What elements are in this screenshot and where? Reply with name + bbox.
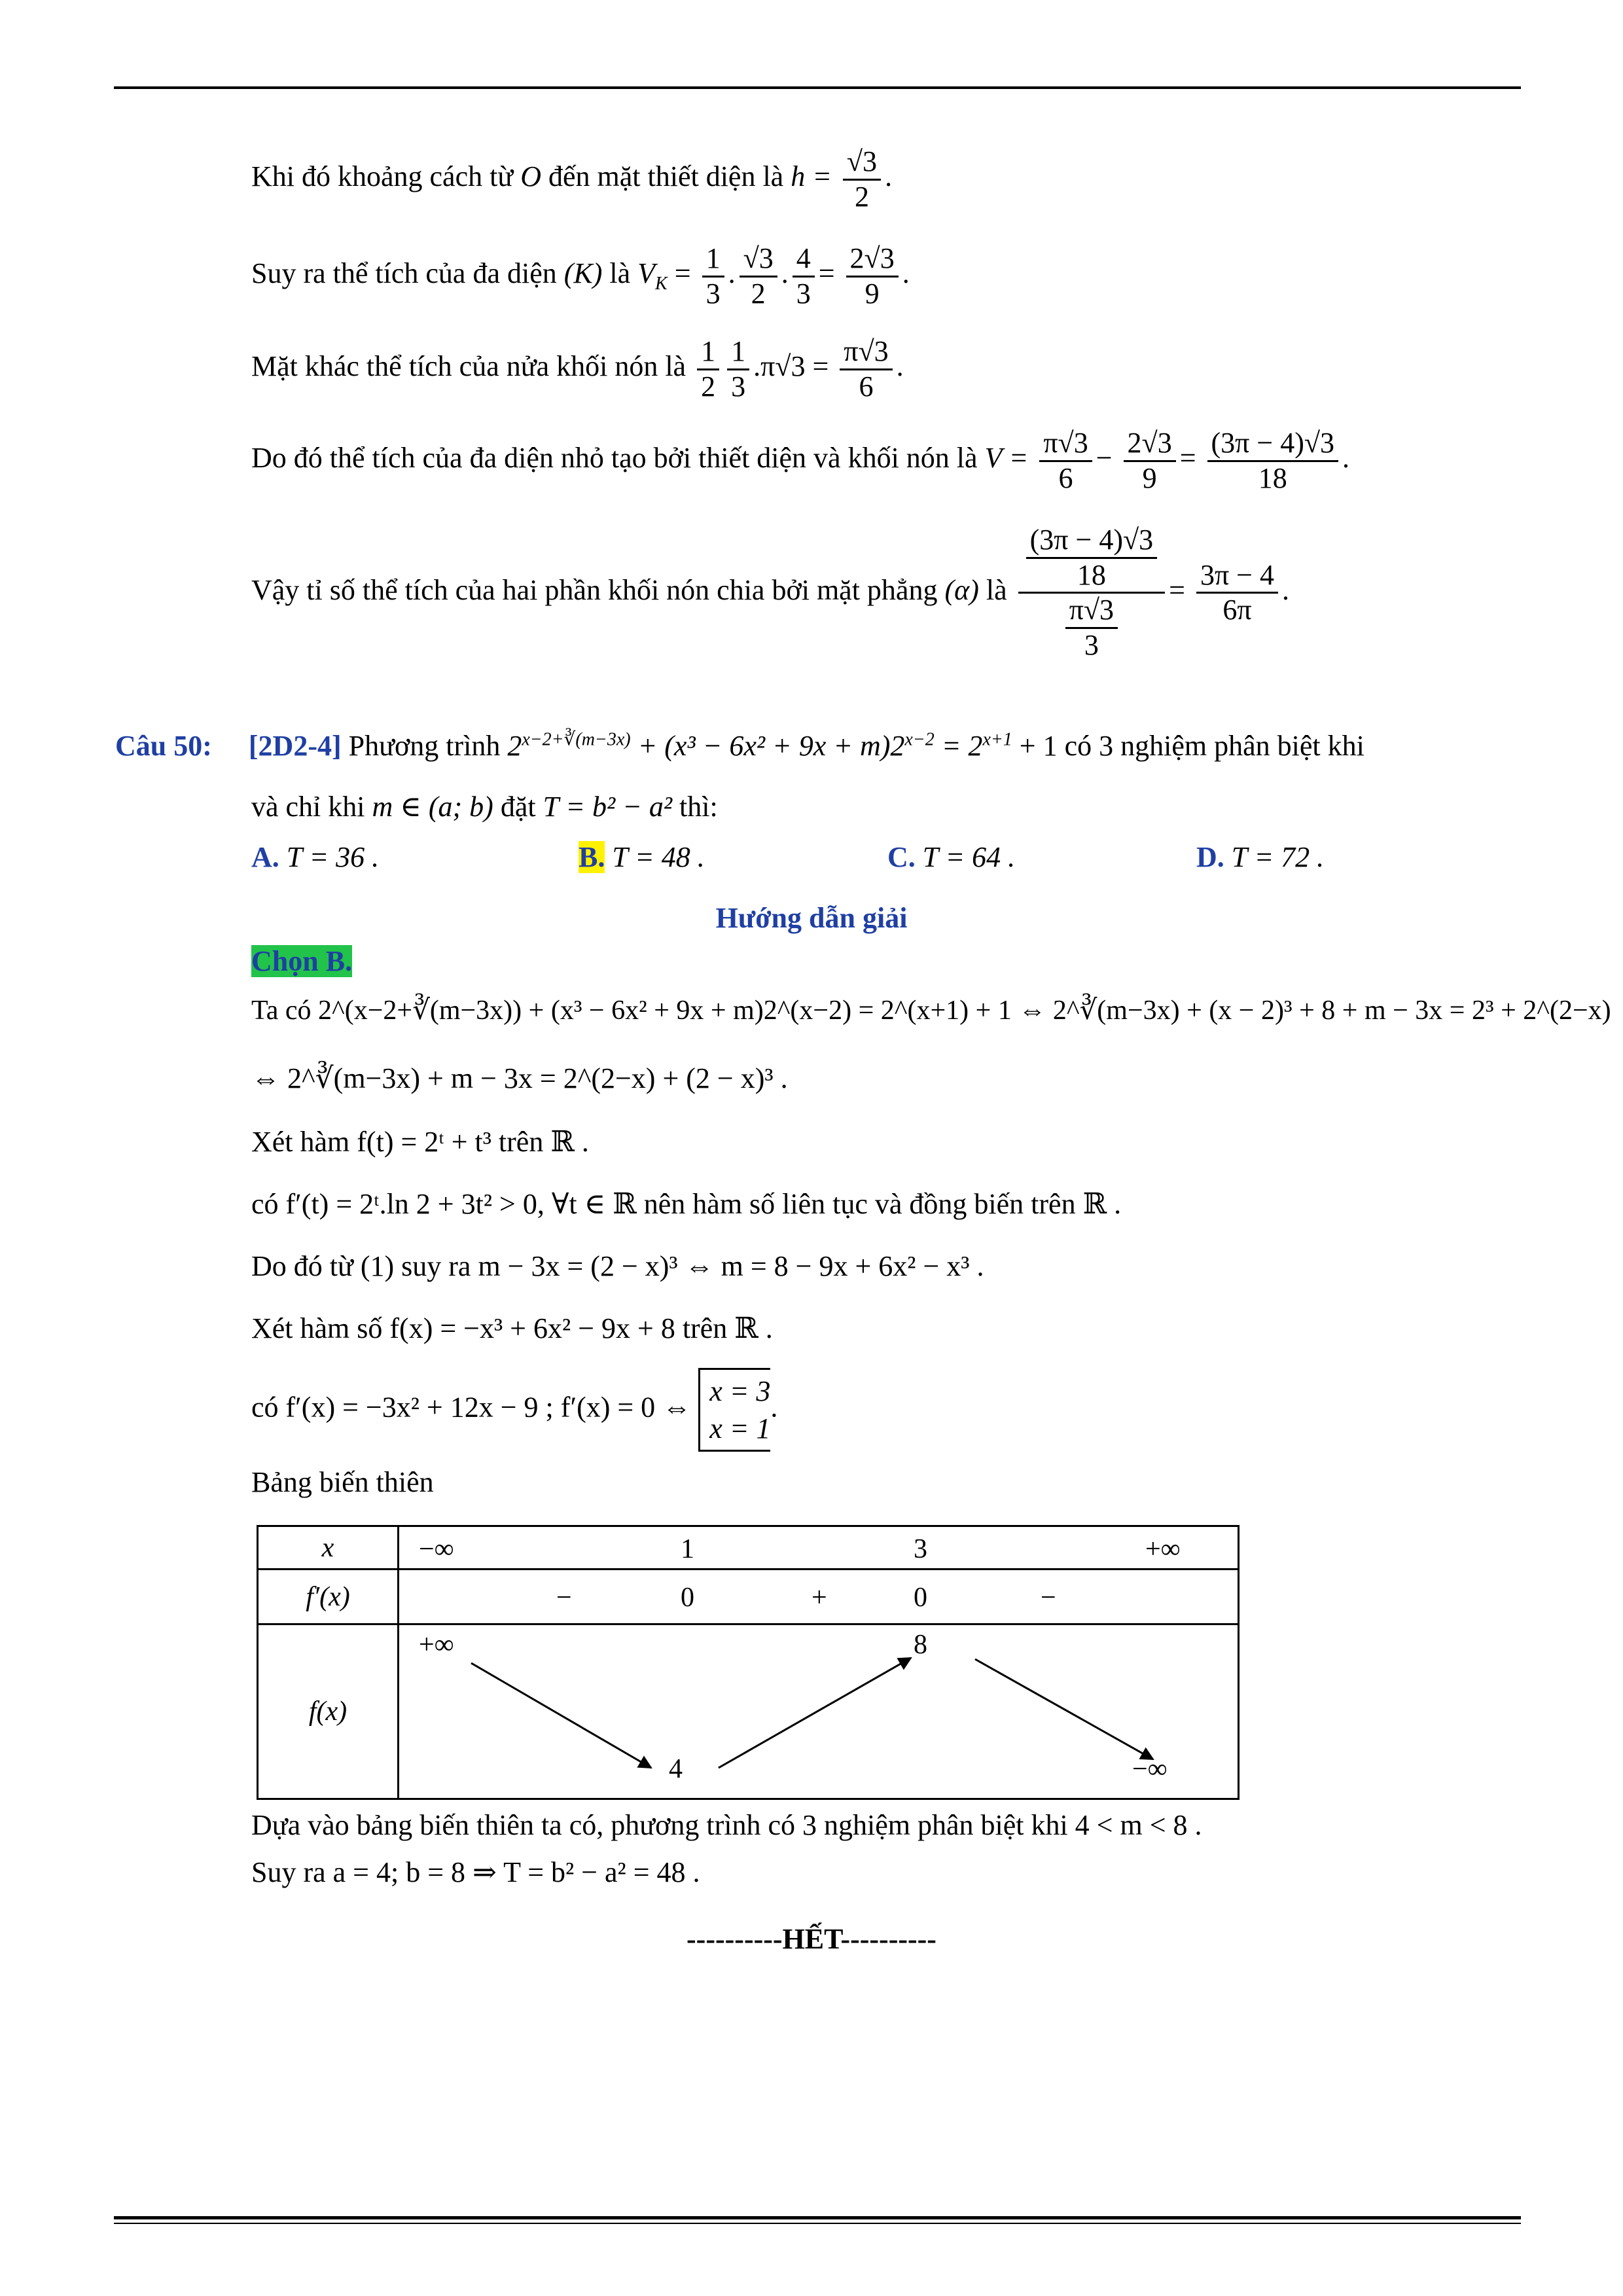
solution-step-3: Xét hàm f(t) = 2ᵗ + t³ trên ℝ . [251, 1126, 589, 1158]
fraction: $\frac{\pi√3}{6}$ [1039, 427, 1092, 495]
question-line-2: và chỉ khi m ∈ (a; b) đặt T = b² − a² thì: [251, 791, 718, 823]
var-h: h = [791, 160, 832, 193]
fraction: $\frac{2√3}{9}$ [1124, 427, 1176, 495]
question-label: Câu 50: [115, 730, 212, 762]
solution-step-1: Ta có 2^(x−2+∛(m−3x)) + (x³ − 6x² + 9x + m)2^(x−2) = 2^(x+1) + 1 ⇔ 2^∛(m−3x) + (x − 2)³ + 8 + m − 3x = 2³ + 2^(2−x) [251, 996, 1611, 1026]
variation-table [257, 1525, 1240, 1800]
option-c[interactable]: C. T = 64 . [887, 841, 1016, 873]
text: Mặt khác thể tích của nửa khối nón là [251, 350, 687, 383]
fraction: $\frac{\pi√3}{6}$ [840, 335, 892, 403]
x-value: +∞ [1145, 1534, 1181, 1564]
line-ratio: Vậy tỉ số thể tích của hai phần khối nón chia bởi mặt phẳng (α) là $\frac{\frac{(3\pi - 4)√3}{18}}{\frac{\pi√3}{3}}$ = $\frac{3\pi - 4}{6\pi}$ . [251, 524, 1289, 661]
x-value: 3 [914, 1534, 927, 1564]
sign: − [1041, 1583, 1056, 1613]
option-a[interactable]: A. T = 36 . [251, 841, 380, 873]
var-O: O [520, 160, 541, 193]
row-label-f: f(x) [258, 1624, 399, 1799]
question-line-1: Câu 50: [2D2-4] Phương trình $2^{x-2+∛(m-3x)} + (x^3 - 6x^2 + 9x + m)2^{x-2} = 2^{x+1} + 1$ có 3 nghiệm phân biệt khi [115, 729, 1364, 762]
x-row [399, 1526, 1239, 1570]
var-K: (K) [563, 257, 603, 290]
solution-step-2: ⇔ 2^∛(m−3x) + m − 3x = 2^(2−x) + (2 − x)³ . [251, 1062, 788, 1094]
text: .π√3 = [753, 350, 829, 383]
fraction: $\frac{3\pi - 4}{6\pi}$ [1196, 559, 1278, 627]
text: Khi đó khoảng cách từ [251, 160, 514, 193]
sign: + [812, 1583, 827, 1613]
fraction: $\frac{1}{3}$ [702, 242, 724, 310]
x-value: 1 [681, 1534, 694, 1564]
text: Do đó thể tích của đa diện nhỏ tạo bởi thiết diện và khối nón là [251, 442, 978, 475]
case-bracket: x = 3 x = 1 [698, 1368, 770, 1452]
question-code: [2D2-4] [248, 730, 342, 762]
solution-step-5: Do đó từ (1) suy ra m − 3x = (2 − x)³ ⇔ m = 8 − 9x + 6x² − x³ . [251, 1250, 984, 1282]
var-V: V [637, 257, 656, 290]
fraction: $\frac{4}{3}$ [793, 242, 815, 310]
text: đến mặt thiết diện là [548, 160, 784, 193]
increase-arrow-icon [719, 1658, 911, 1768]
line-volume-K: Suy ra thể tích của đa diện (K) là $V_K$ = $\frac{1}{3}$ . $\frac{√3}{2}$ . $\frac{4}{3}$ = $\frac{2√3}{9}$ . [251, 242, 910, 310]
var-V: V = [984, 442, 1029, 475]
f-value: 8 [914, 1630, 927, 1660]
text: có 3 nghiệm phân biệt khi [1064, 730, 1364, 762]
var-alpha: (α) [944, 573, 979, 606]
footer-rule-thin [114, 2223, 1521, 2224]
text: Suy ra thể tích của đa diện [251, 257, 557, 290]
solution-step-6: Xét hàm số f(x) = −x³ + 6x² − 9x + 8 trên ℝ . [251, 1312, 773, 1344]
text: Phương trình [348, 730, 501, 762]
f-value: −∞ [1132, 1754, 1168, 1784]
fraction: $\frac{√3}{2}$ [843, 145, 881, 213]
variation-arrows [399, 1625, 1237, 1798]
solution-step-9: Dựa vào bảng biến thiên ta có, phương trình có 3 nghiệm phân biệt khi 4 < m < 8 . [251, 1809, 1202, 1841]
f-value: 4 [669, 1754, 683, 1784]
line-distance: Khi đó khoảng cách từ O đến mặt thiết diện là h = $\frac{√3}{2}$ . [251, 145, 893, 213]
text: là [986, 573, 1007, 606]
table-caption: Bảng biến thiên [251, 1466, 434, 1498]
f-value: +∞ [419, 1630, 454, 1660]
option-d[interactable]: D. T = 72 . [1196, 841, 1325, 873]
row-label-fprime: f′(x) [258, 1570, 399, 1624]
footer-rule [114, 2216, 1521, 2219]
line-small-solid: Do đó thể tích của đa diện nhỏ tạo bởi thiết diện và khối nón là V = $\frac{\pi√3}{6}$ − $\frac{2√3}{9}$ = $\frac{(3\pi - 4)√3}{18}$ . [251, 427, 1350, 494]
chosen-answer: Chọn B. [251, 945, 353, 977]
solution-step-4: có f′(t) = 2ᵗ.ln 2 + 3t² > 0, ∀t ∈ ℝ nên hàm số liên tục và đồng biến trên ℝ . [251, 1188, 1122, 1220]
fraction: $\frac{2√3}{9}$ [846, 242, 899, 310]
compound-fraction: $\frac{\frac{(3\pi - 4)√3}{18}}{\frac{\pi√3}{3}}$ [1018, 524, 1165, 662]
fraction: $\frac{(3\pi - 4)√3}{18}$ [1207, 427, 1338, 495]
decrease-arrow-icon [471, 1663, 651, 1768]
text: là [609, 257, 631, 290]
end-marker: ----------HẾT---------- [687, 1923, 936, 1955]
sign: − [556, 1583, 572, 1613]
sign: 0 [914, 1583, 927, 1613]
f-row [399, 1624, 1239, 1799]
line-half-cone: Mặt khác thể tích của nửa khối nón là $\frac{1}{2}$ $\frac{1}{3}$ .π√3 = $\frac{\pi√3}{6}$ . [251, 335, 904, 403]
fraction: $\frac{1}{2}$ [697, 335, 719, 403]
option-b[interactable]: B. T = 48 . [579, 841, 705, 873]
sign: 0 [681, 1583, 694, 1613]
solution-heading: Hướng dẫn giải [715, 902, 908, 934]
fraction: $\frac{√3}{2}$ [740, 242, 777, 310]
row-label-x: x [258, 1526, 399, 1570]
header-rule [114, 86, 1521, 89]
x-value: −∞ [419, 1534, 454, 1564]
text: Vậy tỉ số thể tích của hai phần khối nón chia bởi mặt phẳng [251, 573, 938, 606]
solution-step-10: Suy ra a = 4; b = 8 ⇒ T = b² − a² = 48 . [251, 1856, 700, 1888]
fraction: $\frac{1}{3}$ [727, 335, 749, 403]
sign-row [399, 1570, 1239, 1624]
solution-step-7: có f′(x) = −3x² + 12x − 9 ; f′(x) = 0 ⇔ x = 3 x = 1. [251, 1368, 777, 1452]
decrease-arrow-icon [975, 1659, 1153, 1759]
